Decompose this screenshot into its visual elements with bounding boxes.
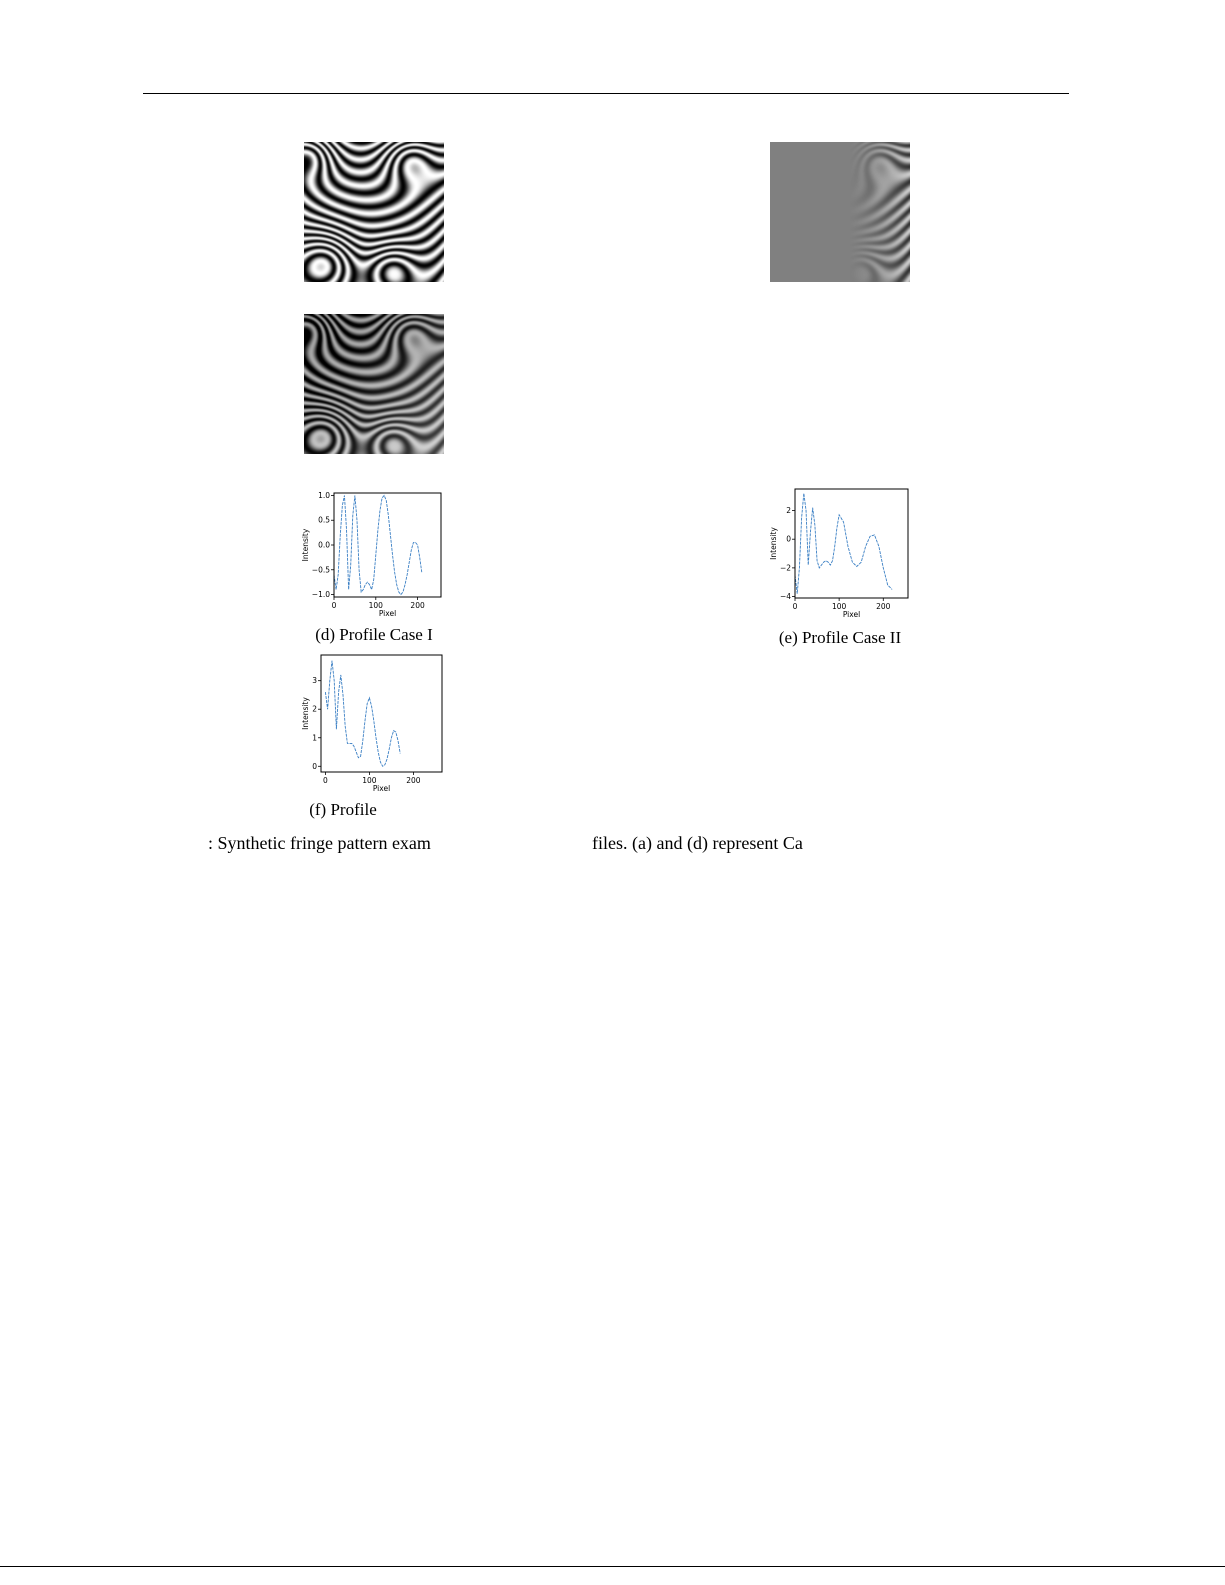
fringe-image-b — [770, 142, 910, 282]
x-axis-label-f: Pixel — [372, 784, 391, 792]
header-rule — [143, 93, 1069, 94]
y-tick-label-e-1: 0 — [786, 534, 791, 544]
footer-rule — [0, 1566, 1225, 1567]
x-tick-label-f-2: 200 — [406, 776, 421, 785]
y-tick-label-d-4: −1.0 — [311, 590, 330, 600]
x-tick-label-e-0: 0 — [792, 602, 798, 611]
y-tick-label-e-0: 2 — [786, 506, 791, 516]
y-tick-label-f-2: 1 — [312, 733, 317, 743]
plot-frame-f — [321, 655, 442, 772]
series-line-f — [325, 661, 400, 767]
profile-chart-d — [300, 484, 450, 616]
y-tick-label-f-3: 0 — [312, 761, 317, 771]
x-tick-label-f-1: 100 — [362, 776, 377, 785]
profile-chart-e — [768, 484, 918, 620]
caption-d: (d) Profile Case I — [315, 625, 433, 644]
y-tick-label-d-1: 0.5 — [318, 515, 330, 525]
fringe-canvas-b — [770, 142, 910, 282]
y-tick-label-e-2: −2 — [779, 563, 791, 573]
figure-caption-right: files. (a) and (d) represent Ca — [592, 833, 803, 853]
fringe-image-c — [304, 314, 444, 454]
y-tick-label-f-0: 3 — [312, 676, 317, 686]
y-axis-label-e: Intensity — [769, 527, 778, 560]
x-axis-label-e: Pixel — [842, 610, 861, 619]
y-tick-label-d-3: −0.5 — [311, 565, 330, 575]
fringe-canvas-c — [304, 314, 444, 454]
series-line-d — [334, 495, 422, 594]
fringe-image-a — [304, 142, 444, 282]
y-axis-label-d: Intensity — [301, 528, 310, 562]
caption-e: (e) Profile Case II — [778, 628, 902, 647]
y-tick-label-d-2: 0.0 — [318, 540, 330, 550]
x-tick-label-d-2: 200 — [410, 601, 425, 610]
figure-caption-left: : Synthetic fringe pattern exam — [208, 833, 431, 853]
y-tick-label-f-1: 2 — [312, 704, 317, 714]
x-tick-label-d-1: 100 — [368, 601, 383, 610]
x-tick-label-e-2: 200 — [876, 602, 891, 611]
series-line-e — [795, 493, 892, 593]
y-axis-label-f: Intensity — [301, 697, 310, 730]
x-axis-label-d: Pixel — [378, 609, 397, 616]
y-tick-label-e-3: −4 — [779, 592, 791, 602]
x-tick-label-f-0: 0 — [323, 776, 328, 785]
profile-chart-f — [300, 650, 450, 792]
x-tick-label-d-0: 0 — [331, 601, 337, 610]
y-tick-label-d-0: 1.0 — [318, 490, 330, 500]
fringe-canvas-a — [304, 142, 444, 282]
caption-f: (f) Profile — [309, 800, 377, 819]
x-tick-label-e-1: 100 — [831, 602, 847, 611]
plot-frame-e — [795, 489, 908, 598]
